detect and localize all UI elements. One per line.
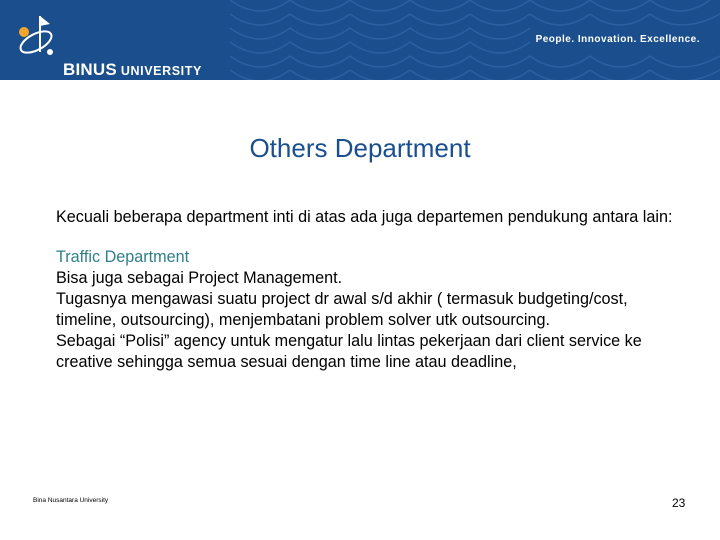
- binus-emblem-icon: [14, 12, 74, 62]
- body-line: Sebagai “Polisi” agency untuk mengatur lalu lintas pekerjaan dari client service ke creative sehingga semua sesuai dengan time line atau deadline,: [56, 332, 642, 371]
- header-banner: [0, 0, 720, 80]
- page-number: 23: [672, 496, 686, 510]
- binus-logo: [14, 12, 224, 79]
- slide-body: [56, 207, 676, 373]
- intro-paragraph: Kecuali beberapa department inti di atas ada juga departemen pendukung antara lain:: [56, 208, 673, 226]
- logo-suffix: UNIVERSITY: [120, 64, 202, 78]
- body-line: Bisa juga sebagai Project Management.: [56, 269, 343, 287]
- body-line: Tugasnya mengawasi suatu project dr awal s/d akhir ( termasuk budgeting/cost, timeline, outsourcing), menjembatani problem solver utk outsourcing.: [56, 290, 628, 329]
- tagline: People. Innovation. Excellence.: [535, 34, 700, 45]
- footer-institution: Bina Nusantara University: [33, 497, 109, 504]
- slide-title: Others Department: [249, 133, 471, 163]
- logo-wordmark: [63, 60, 202, 80]
- subheading: Traffic Department: [56, 248, 190, 266]
- logo-name: BINUS: [63, 60, 117, 79]
